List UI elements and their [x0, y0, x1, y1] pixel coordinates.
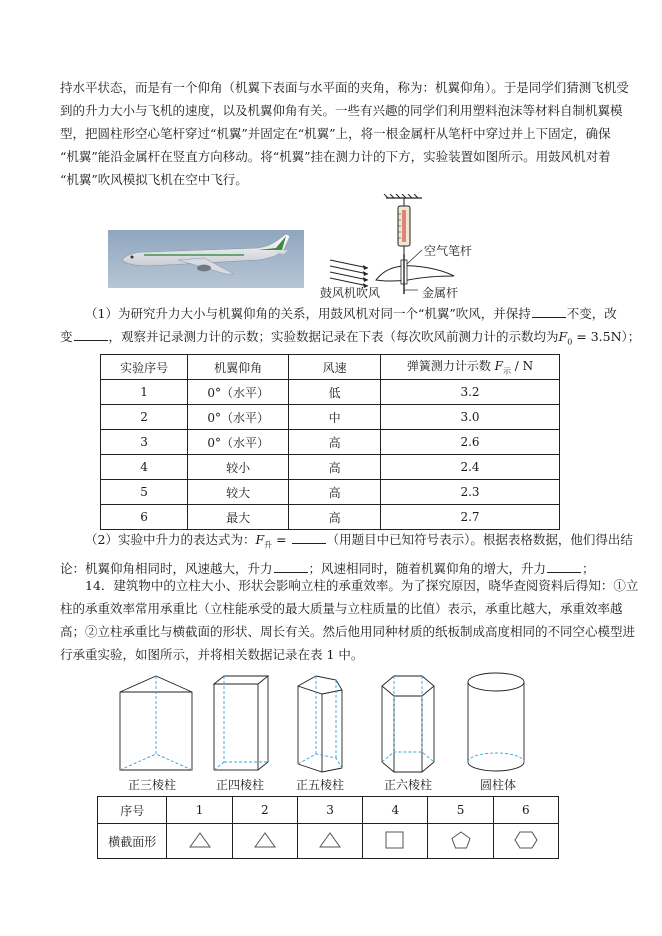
answer-blank[interactable] [274, 558, 308, 573]
header-text: 弹簧测力计示数 [406, 359, 495, 374]
table-header-cell: 横截面形 [98, 824, 167, 859]
text-line: 高；②立柱承重比与横截面的形状、周长有关。然后他用同种材质的纸板制成高度相同的不同空心模型进 [60, 624, 636, 639]
table-cell: 较小 [188, 455, 289, 480]
table-cell: 0°（水平） [188, 380, 289, 405]
prism-models-figure [110, 668, 560, 780]
table-cell [428, 824, 493, 859]
table-header-row [101, 355, 560, 380]
table-cell: 高 [289, 430, 381, 455]
table-cell: 高 [289, 455, 381, 480]
label-pentagonal-prism: 正五棱柱 [296, 778, 345, 792]
f0-subscript: 0 [567, 337, 573, 347]
table-cell: 5 [101, 480, 188, 505]
q1-text-d: ，观察并记录测力计的示数；实验数据记录在下表（每次吹风前测力计的示数均为 [108, 329, 559, 344]
triangle-icon [253, 831, 277, 849]
table-cell: 高 [289, 505, 381, 530]
table-cell [167, 824, 232, 859]
table-cell: 6 [493, 797, 558, 824]
square-icon [384, 830, 406, 850]
cylinder-model [468, 673, 524, 771]
answer-blank[interactable] [292, 529, 326, 544]
hexagon-icon [514, 830, 538, 850]
table-cell: 0°（水平） [188, 405, 289, 430]
text-line: “机翼”吹风模拟飞机在空中飞行。 [60, 172, 248, 187]
label-hexagonal-prism: 正六棱柱 [384, 778, 433, 792]
table-cell: 2.7 [380, 505, 559, 530]
text-line: 14．建筑物中的立柱大小、形状会影响立柱的承重效率。为了探究原因，晓华查阅资料后得知：①立 [85, 578, 639, 593]
q1-text-a: （1）为研究升力大小与机翼仰角的关系，用鼓风机对同一个“机翼”吹风，并保持 [85, 306, 531, 321]
text-line: 行承重实验，如图所示，并将相关数据记录在表 1 中。 [60, 647, 364, 662]
table-cell [232, 824, 297, 859]
table-cell: 2.6 [380, 430, 559, 455]
q2-text-b: （用题目中已知符号表示）。根据表格数据，他们得出结 [326, 532, 633, 547]
table-row [101, 505, 560, 530]
table-cell: 低 [289, 380, 381, 405]
answer-blank[interactable] [547, 558, 581, 573]
table-cell [363, 824, 428, 859]
table-row [98, 824, 559, 859]
text-line: 型，把圆柱形空心笔杆穿过“机翼”并固定在“机翼”上，将一根金属杆从笔杆中穿过并上下固定，确保 [60, 126, 611, 141]
equals-sign: = [272, 532, 291, 547]
table-cell: 1 [167, 797, 232, 824]
lift-symbol: F [255, 532, 265, 547]
label-cylinder: 圆柱体 [480, 778, 517, 792]
answer-blank[interactable] [532, 303, 566, 318]
q2-text-a: （2）实验中升力的表达式为： [85, 532, 256, 547]
question-2 [60, 528, 633, 580]
cross-section-table [97, 796, 559, 859]
header-subscript: 示 [502, 366, 511, 376]
table-row [101, 405, 560, 430]
lift-subscript: 升 [264, 540, 273, 550]
header-symbol: F [494, 359, 503, 374]
table-cell: 2.3 [380, 480, 559, 505]
label-metal-rod: 金属杆 [422, 286, 459, 300]
triangular-prism-model [120, 676, 192, 770]
table-header-cell: 实验序号 [101, 355, 188, 380]
q1-text-c: 变 [60, 329, 73, 344]
table-cell: 3.0 [380, 405, 559, 430]
square-prism-model [214, 676, 268, 770]
question-14 [60, 574, 639, 666]
table-header-cell: 风速 [289, 355, 381, 380]
table-row [101, 455, 560, 480]
table-cell: 3 [101, 430, 188, 455]
table-cell: 4 [363, 797, 428, 824]
text-line: 柱的承重效率常用承重比（立柱能承受的最大质量与立柱质量的比值）表示，承重比越大，承重效率越 [60, 601, 623, 616]
f0-symbol: F [558, 329, 568, 344]
table-cell: 4 [101, 455, 188, 480]
table-cell: 2 [232, 797, 297, 824]
label-triangular-prism: 正三棱柱 [128, 778, 177, 792]
pentagonal-prism-model [298, 676, 342, 772]
header-unit: / N [510, 359, 534, 374]
table-cell: 5 [428, 797, 493, 824]
text-line: 到的升力大小与飞机的速度，以及机翼仰角有关。一些有兴趣的同学们利用塑料泡沫等材料自制机翼模 [60, 103, 623, 118]
table-header-cell: 序号 [98, 797, 167, 824]
table-cell: 2 [101, 405, 188, 430]
f0-value: = 3.5N）； [572, 329, 641, 344]
airplane-photo [108, 230, 304, 288]
pentagon-icon [450, 830, 472, 850]
table-row [101, 380, 560, 405]
table-cell: 3.2 [380, 380, 559, 405]
q2-text-e: ； [582, 560, 595, 576]
label-square-prism: 正四棱柱 [216, 778, 265, 792]
q2-text-c: 论：机翼仰角相同时，风速越大，升力 [60, 560, 273, 576]
label-air-pen: 空气笔杆 [424, 244, 473, 258]
triangle-icon [188, 831, 212, 849]
table-cell: 3 [297, 797, 362, 824]
intro-paragraph [60, 76, 629, 191]
table-cell: 中 [289, 405, 381, 430]
triangle-icon [318, 831, 342, 849]
table-header-cell: 机翼仰角 [188, 355, 289, 380]
text-line: “机翼”能沿金属杆在竖直方向移动。将“机翼”挂在测力计的下方，实验装置如图所示。用鼓风机对着 [60, 149, 611, 164]
table-cell: 1 [101, 380, 188, 405]
question-1 [60, 302, 641, 354]
hexagonal-prism-model [382, 676, 434, 772]
q1-text-b: 不变，改 [566, 306, 617, 321]
table-cell [493, 824, 558, 859]
table-row [101, 480, 560, 505]
table-cell: 最大 [188, 505, 289, 530]
text-line: 持水平状态，而是有一个仰角（机翼下表面与水平面的夹角，称为：机翼仰角）。于是同学们猜测飞机受 [60, 80, 629, 95]
table-cell [297, 824, 362, 859]
q2-text-d: ；风速相同时，随着机翼仰角的增大，升力 [308, 560, 547, 576]
table-cell: 高 [289, 480, 381, 505]
table-header-cell [380, 355, 559, 380]
table-cell: 较大 [188, 480, 289, 505]
answer-blank[interactable] [74, 326, 108, 341]
data-table [100, 354, 560, 530]
table-cell: 6 [101, 505, 188, 530]
table-cell: 0°（水平） [188, 430, 289, 455]
table-cell: 2.4 [380, 455, 559, 480]
label-blower-wind: 鼓风机吹风 [320, 286, 381, 300]
table-row [98, 797, 559, 824]
table-row [101, 430, 560, 455]
